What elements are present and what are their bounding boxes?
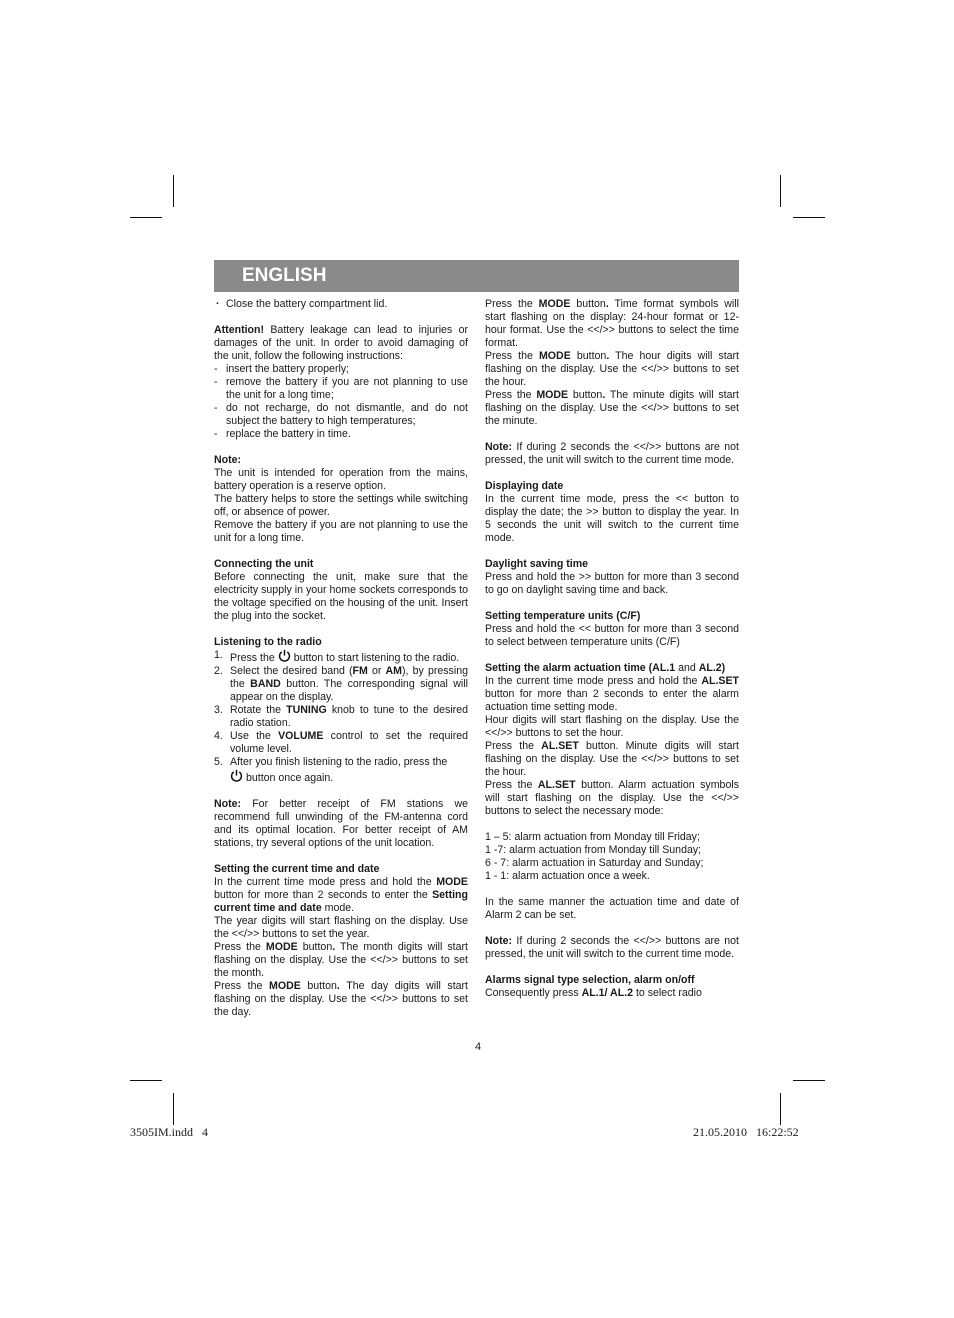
close-lid-item: · Close the battery compartment lid. [214, 298, 468, 311]
tuning-label: TUNING [286, 704, 327, 716]
alset-label: AL.SET [541, 740, 579, 752]
attention-label: Attention! [214, 324, 265, 336]
section-heading [485, 662, 739, 675]
crop-mark [780, 1093, 781, 1125]
alset-label: AL.SET [537, 779, 576, 791]
note-label: Note: [214, 798, 242, 810]
note-paragraph: The battery helps to store the settings while switching off, or absence of power. [214, 493, 468, 518]
step-text: Press the [230, 652, 275, 664]
minute-paragraph [485, 389, 739, 428]
hour-paragraph [485, 350, 739, 389]
left-column [214, 298, 468, 1019]
step-text: button to start listening to the radio. [293, 652, 460, 664]
step-number: 4. [214, 730, 223, 742]
alarm2-paragraph: In the same manner the actuation time and date of Alarm 2 can be set. [485, 896, 739, 921]
section-heading: Setting the current time and date [214, 863, 380, 875]
crop-mark [793, 217, 825, 218]
list-item: - insert the battery properly; [214, 363, 468, 376]
radio-steps [214, 649, 468, 785]
text: . [605, 298, 609, 310]
note-text: For better receipt of FM stations we recommend full unwinding of the FM-antenna cord and its optimal location. For better receipt of AM stations, try several options of the unit location. [214, 798, 468, 849]
fm-label: FM [352, 665, 368, 677]
al1-label: AL.1 [581, 987, 605, 999]
close-lid-list [214, 298, 468, 311]
list-item: 1 - 1: alarm actuation once a week. [485, 870, 650, 882]
text: Press the [214, 941, 266, 953]
step-number: 5. [214, 756, 223, 768]
step-text: or [367, 665, 386, 677]
section-heading: Listening to the radio [214, 636, 322, 648]
power-icon [230, 769, 243, 783]
mode-label: MODE [536, 389, 569, 401]
power-icon [278, 649, 291, 663]
list-item: 1 -7: alarm actuation from Monday till Sunday; [485, 844, 702, 856]
month-paragraph [214, 941, 468, 980]
language-title: ENGLISH [242, 265, 327, 286]
list-item [214, 730, 468, 756]
note-heading: Note: [214, 454, 242, 466]
step-number: 2. [214, 665, 223, 677]
step-number: 1. [214, 649, 223, 661]
text: Press the [485, 779, 538, 791]
text: Time format symbols will start flashing on the display: 24-hour format or 12-hour format. Use the <</>> buttons to select the time format. [485, 298, 739, 349]
dst-text: Press and hold the >> button for more than 3 second to go on daylight saving time and back. [485, 571, 739, 596]
mode-label: MODE [538, 298, 571, 310]
list-item: - do not recharge, do not dismantle, and do not subject the battery to high temperatures; [214, 402, 468, 428]
section-heading: Daylight saving time [485, 558, 589, 570]
text: button [300, 980, 337, 992]
alarm-hour-paragraph: Hour digits will start flashing on the display. Use the <</>> buttons to set the hour. [485, 714, 739, 739]
text: In the current time mode press and hold the [485, 675, 702, 687]
text: Press the [485, 298, 539, 310]
text: Consequently press [485, 987, 582, 999]
text: The minute digits will start flashing on the display. Use the <</>> buttons to set the minute. [485, 389, 739, 427]
note-paragraph [485, 441, 739, 467]
note-label: Note: [485, 441, 513, 453]
alarm-paragraph [485, 675, 739, 714]
text: button for more than 2 seconds to enter the alarm actuation time setting mode. [485, 688, 739, 713]
text: . [606, 350, 610, 362]
text: Press the [214, 980, 270, 992]
text: The hour digits will start flashing on the display. Use the <</>> buttons to set the hour. [485, 350, 739, 388]
text: . [336, 980, 340, 992]
step-text: button. The corresponding signal will appear on the display. [230, 678, 468, 703]
list-item: 6 - 7: alarm actuation in Saturday and Sunday; [485, 857, 704, 869]
section-heading: Displaying date [485, 480, 564, 492]
list-item [214, 756, 468, 785]
footer-file: 3505IM.indd 4 [130, 1125, 208, 1139]
list-item [214, 649, 468, 665]
text: button. Minute digits will start flashing on the display. Use the <</>> buttons to set the hour. [485, 740, 739, 778]
page-number: 4 [475, 1041, 482, 1053]
list-item: - remove the battery if you are not planning to use the unit for a long time; [214, 376, 468, 402]
text: . [332, 941, 336, 953]
mode-name: Setting current time and date [214, 889, 468, 914]
day-paragraph [214, 980, 468, 1019]
connecting-text: Before connecting the unit, make sure that the electricity supply in your home sockets corresponds to the voltage specified on the housing of the unit. Insert the plug into the socket. [214, 571, 468, 622]
am-label: AM [385, 665, 403, 677]
step-text: control to set the required volume level. [230, 730, 469, 755]
step-text: ), by pressing the [230, 665, 468, 690]
band-label: BAND [250, 678, 281, 690]
text: button [568, 389, 603, 401]
list-item [214, 704, 468, 730]
year-paragraph: The year digits will start flashing on the display. Use the <</>> buttons to set the year. [214, 915, 468, 940]
al2-label: AL.2 [610, 987, 634, 999]
text: Press the [485, 350, 539, 362]
step-text: button once again. [246, 772, 334, 784]
note-paragraph: Remove the battery if you are not planning to use the unit for a long time. [214, 519, 468, 544]
mode-label: MODE [269, 980, 301, 992]
footer-timestamp: 21.05.2010 16:22:52 [693, 1125, 799, 1139]
crop-mark [130, 1080, 162, 1081]
crop-mark [780, 175, 781, 207]
format-paragraph [485, 298, 739, 350]
text: button. Alarm actuation symbols will start flashing on the display. Use the <</>> buttons to select the necessary mode: [485, 779, 739, 817]
language-banner [214, 260, 739, 292]
step-text: knob to tune to the desired radio station. [230, 704, 468, 729]
step-text: Use the [230, 730, 279, 742]
section-heading: Setting temperature units (C/F) [485, 610, 641, 622]
time-paragraph [214, 876, 468, 915]
note-text: If during 2 seconds the <</>> buttons are not pressed, the unit will switch to the current time mode. [485, 935, 739, 960]
right-column [485, 298, 739, 1000]
section-heading: Alarms signal type selection, alarm on/off [485, 974, 695, 986]
crop-mark [793, 1080, 825, 1081]
alarm-minute-paragraph [485, 740, 739, 779]
text: The day digits will start flashing on the display. Use the <</>> buttons to set the day. [214, 980, 468, 1018]
list-item: 1 – 5: alarm actuation from Monday till Friday; [485, 831, 700, 843]
text: . [602, 389, 606, 401]
section-heading: Connecting the unit [214, 558, 314, 570]
heading-text: AL.2) [698, 662, 726, 674]
attention-paragraph [214, 324, 468, 363]
text: Press the [485, 389, 537, 401]
text: / [604, 987, 611, 999]
text: button for more than 2 seconds to enter the [214, 889, 433, 901]
text: In the current time mode press and hold the [214, 876, 437, 888]
text: button [570, 298, 606, 310]
heading-text: Setting the alarm actuation time (AL.1 [485, 662, 676, 674]
mode-label: MODE [265, 941, 298, 953]
fm-note-paragraph [214, 798, 468, 850]
volume-label: VOLUME [278, 730, 324, 742]
crop-mark [173, 1093, 174, 1125]
crop-mark [173, 175, 174, 207]
list-item: - replace the battery in time. [214, 428, 468, 441]
crop-mark [130, 217, 162, 218]
note-label: Note: [485, 935, 513, 947]
text: to select radio [633, 987, 702, 999]
text: mode. [321, 902, 355, 914]
mode-label: MODE [538, 350, 571, 362]
step-text: Select the desired band ( [230, 665, 353, 677]
heading-text: and [675, 662, 699, 674]
alset-label: AL.SET [701, 675, 739, 687]
text: Press the [485, 740, 542, 752]
step-number: 3. [214, 704, 223, 716]
step-text: After you finish listening to the radio, press the [230, 756, 448, 768]
note-text: If during 2 seconds the <</>> buttons are not pressed, the unit will switch to the current time mode. [485, 441, 739, 466]
note-paragraph: The unit is intended for operation from the mains, battery operation is a reserve option. [214, 467, 468, 492]
step-text: Rotate the [230, 704, 287, 716]
text: button [570, 350, 607, 362]
temp-text: Press and hold the << button for more than 3 second to select between temperature units (C/F) [485, 623, 739, 648]
mode-label: MODE [436, 876, 468, 888]
list-item [214, 665, 468, 704]
signal-paragraph [485, 987, 739, 1000]
alarm-symbols-paragraph [485, 779, 739, 818]
battery-instructions [214, 363, 468, 441]
attention-text: Battery leakage can lead to injuries or damages of the unit. In order to avoid damaging of the unit, follow the following instructions: [214, 324, 468, 362]
text: button [297, 941, 333, 953]
note-paragraph [485, 935, 739, 961]
date-text: In the current time mode, press the << button to display the date; the >> button to display the year. In 5 seconds the unit will switch to the current time mode. [485, 493, 739, 544]
text: The month digits will start flashing on the display. Use the <</>> buttons to set the month. [214, 941, 468, 979]
